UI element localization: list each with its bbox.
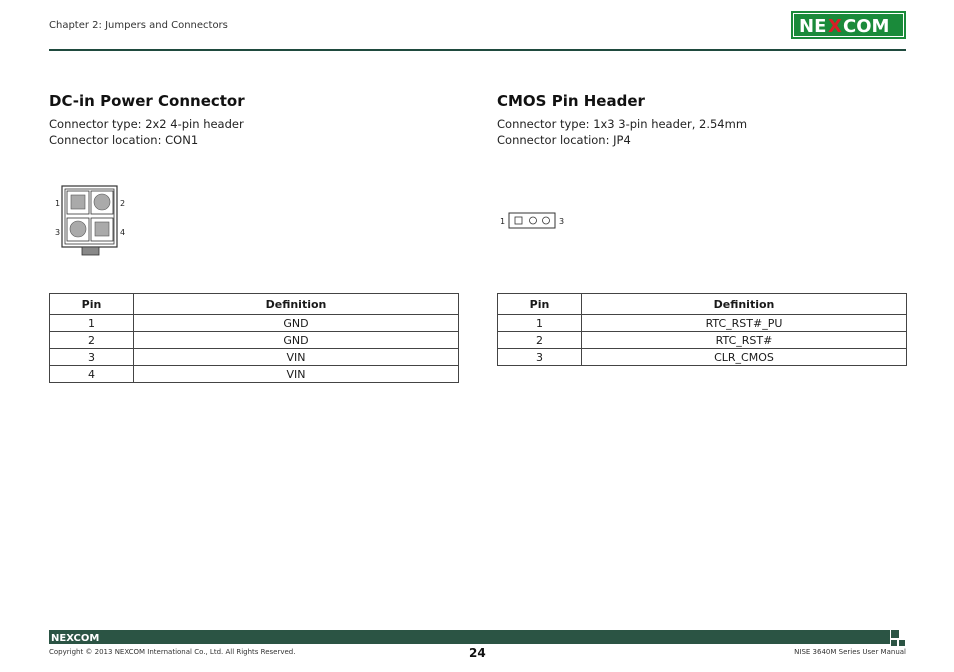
pin-label-1: 1: [55, 199, 61, 208]
definition-cell: RTC_RST#_PU: [582, 315, 907, 332]
table-row: [50, 332, 459, 349]
logo-text-left: NE: [799, 16, 827, 37]
footer-square-1: [891, 630, 899, 638]
pin-cell: 2: [498, 332, 582, 349]
table-row: [50, 315, 459, 332]
definition-cell: CLR_CMOS: [582, 349, 907, 366]
pin-header: Pin: [498, 294, 582, 315]
logo-text-x: X: [828, 16, 842, 37]
dc-in-title: DC-in Power Connector: [49, 92, 245, 110]
pin-cell: 1: [50, 315, 134, 332]
pin-label-3: 3: [55, 228, 61, 237]
definition-cell: VIN: [134, 349, 459, 366]
page-number: 24: [469, 646, 486, 660]
cmos-pin-label-3: 3: [559, 217, 565, 226]
table-row: [498, 332, 907, 349]
pin-header: Pin: [50, 294, 134, 315]
definition-header: Definition: [134, 294, 459, 315]
cmos-title: CMOS Pin Header: [497, 92, 645, 110]
dc-in-pin-table: [49, 293, 459, 383]
cmos-pin-1-square: [515, 217, 522, 224]
pin-cell: 1: [498, 315, 582, 332]
chapter-title: Chapter 2: Jumpers and Connectors: [49, 20, 228, 31]
cmos-pin-label-1: 1: [500, 217, 506, 226]
pin-label-4: 4: [120, 228, 126, 237]
dc-in-location: Connector location: CON1: [49, 133, 199, 147]
dc-in-type: Connector type: 2x2 4-pin header: [49, 117, 244, 131]
cmos-pin-2-circle: [530, 217, 537, 224]
table-header-row: [498, 294, 907, 315]
footer-square-2: [891, 640, 897, 646]
definition-cell: RTC_RST#: [582, 332, 907, 349]
pin-1-square: [71, 195, 85, 209]
cmos-pin-3-circle: [543, 217, 550, 224]
definition-cell: GND: [134, 332, 459, 349]
pin-4-square: [95, 222, 109, 236]
cmos-location: Connector location: JP4: [497, 133, 631, 147]
cmos-header-diagram: [498, 211, 568, 231]
pin-3-circle: [70, 221, 86, 237]
dc-in-connector-diagram: [52, 185, 132, 257]
manual-title: NISE 3640M Series User Manual: [794, 648, 906, 656]
pin-cell: 4: [50, 366, 134, 383]
pin-cell: 3: [498, 349, 582, 366]
table-header-row: [50, 294, 459, 315]
cmos-type: Connector type: 1x3 3-pin header, 2.54mm: [497, 117, 748, 131]
table-row: [498, 349, 907, 366]
pin-2-circle: [94, 194, 110, 210]
definition-cell: VIN: [134, 366, 459, 383]
logo-text-right: COM: [843, 16, 890, 37]
header-divider: [49, 49, 906, 51]
cmos-pin-table: [497, 293, 907, 366]
pin-cell: 2: [50, 332, 134, 349]
definition-header: Definition: [582, 294, 907, 315]
pin-label-2: 2: [120, 199, 126, 208]
definition-cell: GND: [134, 315, 459, 332]
table-row: [498, 315, 907, 332]
footer-bar: [49, 630, 890, 644]
cmos-section: [497, 92, 907, 148]
footer-logo-text: NEXCOM: [51, 633, 100, 643]
nexcom-logo: [791, 11, 906, 39]
table-row: [50, 349, 459, 366]
pin-cell: 3: [50, 349, 134, 366]
dc-in-section: [49, 92, 459, 148]
footer-nexcom-logo: [51, 631, 109, 643]
table-row: [50, 366, 459, 383]
footer-square-3: [899, 640, 905, 646]
footer-copyright: Copyright © 2013 NEXCOM International Co., Ltd. All Rights Reserved.: [49, 648, 296, 656]
